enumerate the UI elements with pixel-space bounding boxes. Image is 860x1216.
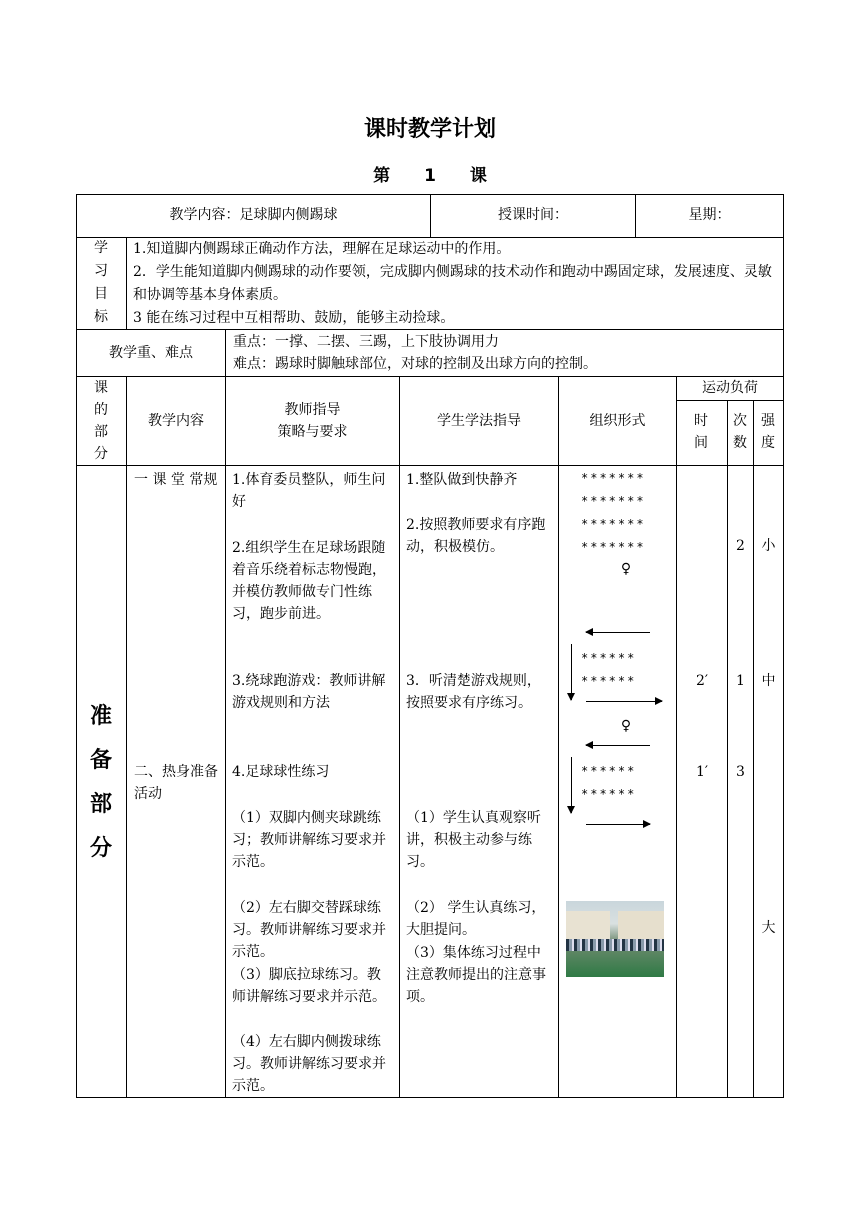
formation-rows — [581, 760, 676, 806]
formation-row: ****** — [581, 764, 637, 778]
class-time-header: 授课时间： — [498, 207, 568, 223]
intensity-value: 小 — [761, 538, 776, 554]
goal-item: 3 能在练习过程中互相帮助、鼓励，能够主动捡球。 — [133, 310, 455, 326]
photo-building — [618, 911, 664, 939]
goals-label: 学习目标 — [94, 240, 108, 325]
key-point: 重点：一撑、二摆、三踢，上下肢协调用力 — [233, 334, 499, 350]
formation-rows — [581, 467, 676, 559]
table-divider — [126, 237, 127, 329]
field-practice-photo — [566, 901, 664, 977]
time-column-header: 时间 — [694, 413, 708, 451]
student-step: 3．听清楚游戏规则，按照要求有序练习。 — [406, 673, 541, 711]
load-column-header: 运动负荷 — [702, 380, 758, 396]
time-value: 1′ — [695, 764, 709, 780]
lesson-number: 第 1 课 — [373, 166, 487, 186]
teacher-step: 2.组织学生在足球场跟随着音乐绕着标志物慢跑，并模仿教师做专门性练习，跑步前进。 — [232, 540, 386, 622]
table-divider — [676, 376, 677, 1098]
table-divider — [225, 376, 226, 1098]
photo-building — [566, 911, 610, 939]
table-divider — [558, 376, 559, 1098]
goal-item: 1.知道脚内侧踢球正确动作方法，理解在足球运动中的作用。 — [133, 241, 511, 257]
intensity-column-header: 强度 — [761, 413, 775, 451]
teaching-content-header: 教学内容：足球脚内侧踢球 — [169, 207, 338, 223]
organization-column-header: 组织形式 — [589, 413, 646, 429]
table-divider — [727, 400, 728, 1098]
page-title: 课时教学计划 — [363, 117, 496, 142]
formation-row: ******* — [581, 494, 646, 508]
content-column-header: 教学内容 — [148, 413, 204, 429]
teacher-step: （2）左右脚交替踩球练习。教师讲解练习要求并示范。 — [232, 900, 386, 960]
formation-rows — [581, 647, 676, 693]
teacher-symbol: ♀ — [620, 561, 632, 577]
goal-item: 2．学生能知道脚内侧踢球的动作要领，完成脚内侧踢球的技术动作和跑动中踢固定球，发展速度、灵敏和协调等基本身体素质。 — [133, 264, 772, 303]
count-value: 3 — [736, 764, 745, 780]
teacher-step: 4.足球球性练习 — [232, 764, 330, 780]
table-divider — [225, 329, 226, 376]
key-points-label: 教学重、难点 — [109, 345, 193, 361]
table-divider — [753, 400, 754, 1098]
formation-row: ****** — [581, 674, 637, 688]
content-warmup: 二、热身准备活动 — [134, 764, 218, 802]
table-border-left — [76, 194, 77, 1098]
student-step: （3）集体练习过程中注意教师提出的注意事项。 — [406, 945, 546, 1005]
time-value: 2′ — [695, 673, 709, 689]
table-border-bottom — [76, 1097, 784, 1098]
preparation-part-label: 准备部分 — [89, 704, 112, 861]
table-divider — [676, 400, 784, 401]
content-routine: 一 课 堂 常规 — [134, 472, 218, 488]
part-column-header: 课的部分 — [94, 380, 108, 462]
student-step: 1.整队做到快静齐 — [406, 472, 518, 488]
teacher-column-header: 教师指导 策略与要求 — [277, 402, 348, 440]
formation-row: ******* — [581, 517, 646, 531]
intensity-value: 中 — [761, 673, 776, 689]
intensity-value: 大 — [761, 920, 776, 936]
left-arrow-icon — [586, 745, 650, 746]
count-value: 2 — [736, 538, 745, 554]
teacher-step: （4）左右脚内侧拨球练习。教师讲解练习要求并示范。 — [232, 1034, 386, 1094]
student-column-header: 学生学法指导 — [437, 413, 521, 429]
right-arrow-icon — [586, 824, 650, 825]
right-arrow-icon — [586, 701, 662, 702]
teacher-symbol: ♀ — [620, 718, 632, 734]
count-value: 1 — [736, 673, 745, 689]
teacher-step: （3）脚底拉球练习。教师讲解练习要求并示范。 — [232, 967, 386, 1005]
student-step: 2.按照教师要求有序跑动，积极模仿。 — [406, 517, 546, 555]
teacher-step: 1.体育委员整队，师生问好 — [232, 472, 386, 510]
formation-row: ****** — [581, 651, 637, 665]
table-border-right — [783, 194, 784, 1098]
count-column-header: 次数 — [733, 413, 747, 451]
table-divider — [76, 465, 784, 466]
teacher-step: （1）双脚内侧夹球跳练习；教师讲解练习要求并示范。 — [232, 810, 386, 870]
formation-row: ******* — [581, 540, 646, 554]
table-divider — [399, 376, 400, 1098]
student-step: （2） 学生认真练习，大胆提问。 — [406, 900, 546, 938]
student-step: （1）学生认真观察听讲，积极主动参与练习。 — [406, 810, 541, 870]
weekday-header: 星期： — [688, 207, 731, 223]
table-divider — [126, 376, 127, 1098]
left-arrow-icon — [586, 632, 650, 633]
photo-students — [566, 939, 664, 951]
formation-row: ****** — [581, 787, 637, 801]
down-arrow-icon — [571, 757, 572, 813]
down-arrow-icon — [571, 644, 572, 700]
difficulty-point: 难点：踢球时脚触球部位，对球的控制及出球方向的控制。 — [233, 356, 597, 372]
teacher-step: 3.绕球跑游戏：教师讲解游戏规则和方法 — [232, 673, 386, 711]
formation-row: ******* — [581, 471, 646, 485]
